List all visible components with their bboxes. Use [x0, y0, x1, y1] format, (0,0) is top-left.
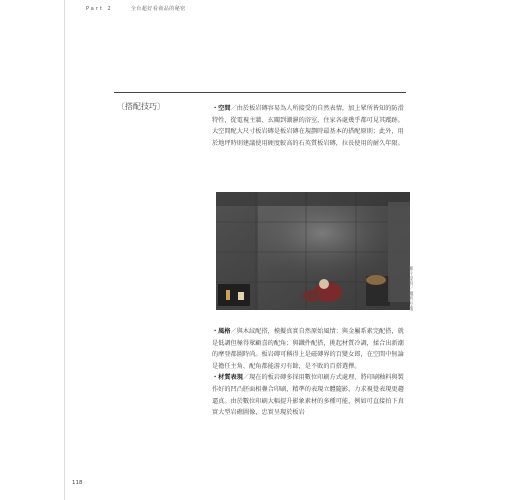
paragraph-material-heading: ・材質表現 [212, 374, 243, 382]
page-number: 118 [72, 480, 83, 486]
paragraph-style [212, 326, 406, 419]
paragraph-space [212, 103, 406, 149]
paragraph-style-text: ／與木紋配搭，模擬真實自然原始風情；與金屬系素完配搭，就是低調但極得眾顧喜的配角；與鐵件配搭，挑起材質冷調，揉合出新潮的摩登都圖時尚。板岩磚可稱得上是磁磚界的百變女郎，在空間中無論是擔任主角、配角都能游刃有餘，是不敗的百搭選擇。 [212, 328, 404, 370]
header-part: Part 2 [86, 6, 113, 12]
interior-photo [216, 192, 410, 310]
running-header [86, 5, 186, 12]
paragraph-space-heading: ・空間 [212, 105, 231, 112]
paragraph-space-text: ／由於板岩磚容易為人所接受的自然表情，加上眾所皆知的防滑特性，從電視主牆、玄關到潮濕的浴室，住家各處幾乎都可見其蹤跡。大空間配大尺寸板岩磚是板岩磚在規劃時最基本的搭配原則；此外，用於地坪時則建議使用硬度較高的石英質板岩磚，拉長使用的耐久年限。 [212, 105, 404, 147]
slate-wall-photo [216, 192, 410, 310]
paragraph-style-heading: ・風格 [212, 328, 231, 335]
paragraph-material-text: ／現在的板岩磚多採用數位印刷方式處理，將印刷釉料與製作好的凹凸胚面相疊合印刷，精準的表現立體隨影、力求視覺表現更趨逼真。由於數位印刷大幅提升影象素材的多種可能，例如可直接拍下真實大型岩礁圖像，忠實呈現於板岩 [212, 374, 404, 417]
section-divider [114, 92, 406, 93]
photo-credit: 圖片提供／魔術方塊 [408, 266, 413, 311]
section-label: 〔搭配技巧〕 [117, 102, 165, 111]
header-title: 全台超好看商品的秘密 [130, 6, 186, 12]
margin-rule [64, 0, 65, 500]
